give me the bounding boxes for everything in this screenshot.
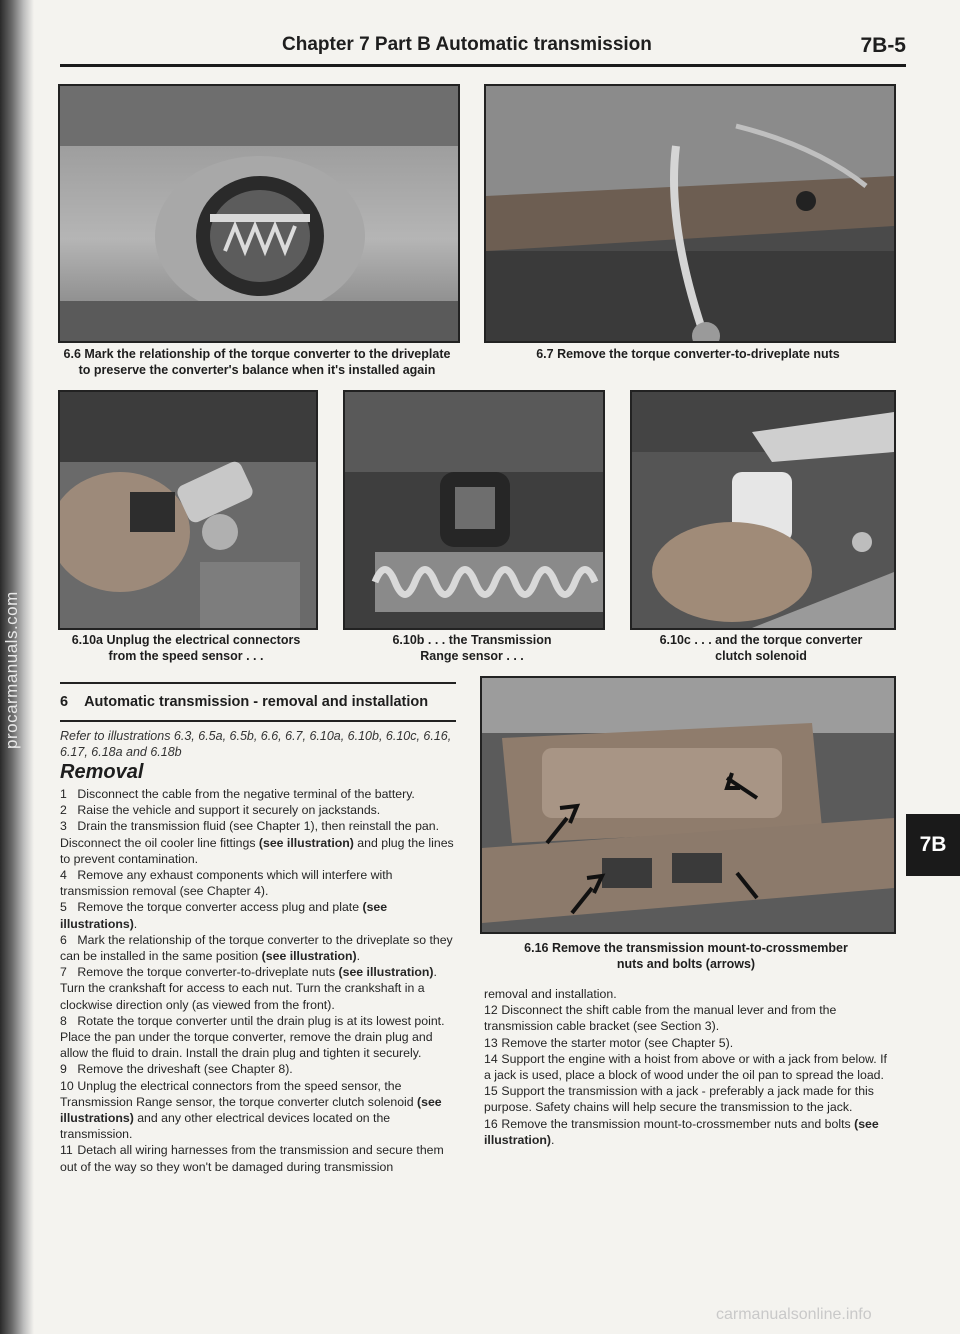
paragraph-step bbox=[60, 932, 456, 964]
step-text-continued: . bbox=[550, 1132, 555, 1147]
step-number: 15 bbox=[484, 1084, 498, 1099]
step-text: Remove the torque converter access plug and plate bbox=[77, 900, 360, 915]
caption-6-16-line1: 6.16 Remove the transmission mount-to-crossmember bbox=[524, 941, 848, 955]
paragraph-step bbox=[60, 802, 456, 818]
photo-6-10c-clutch-solenoid bbox=[630, 390, 896, 630]
paragraph-step bbox=[484, 1002, 888, 1034]
paragraph-step bbox=[60, 786, 456, 802]
step-number: 8 bbox=[60, 1013, 67, 1028]
removal-subheading: Removal bbox=[60, 761, 144, 783]
step-text-continued: and plug the lines to prevent contamination. bbox=[60, 835, 454, 866]
caption-6-10b bbox=[343, 632, 601, 664]
step-text: Raise the vehicle and support it securely on jackstands. bbox=[77, 803, 381, 818]
paragraph-step bbox=[484, 1116, 888, 1148]
illustration-reference: (see illustration) bbox=[258, 835, 354, 850]
step-text: Rotate the torque converter until the drain plug is at its lowest point. Place the pan under the torque converter, remove the drain plug and allow the fluid to drain. Install the drain plug and tighten it securely. bbox=[60, 1013, 445, 1061]
illustration-reference: (see illustration) bbox=[261, 949, 357, 964]
step-number: 3 bbox=[60, 819, 67, 834]
step-text: Remove the transmission mount-to-crossmember nuts and bolts bbox=[501, 1116, 851, 1131]
caption-6-6-line2: to preserve the converter's balance when it's installed again bbox=[78, 363, 436, 377]
step-text: Disconnect the cable from the negative terminal of the battery. bbox=[77, 787, 415, 801]
step-text-continued: and any other electrical devices located on the transmission. bbox=[60, 1111, 391, 1142]
step-number: 9 bbox=[60, 1062, 67, 1077]
paragraph-step bbox=[60, 1078, 456, 1143]
step-text-continued: . Turn the crankshaft for access to each nut. Turn the crankshaft in a clockwise direction only (as viewed from the front). bbox=[60, 965, 437, 1012]
step-number: 16 bbox=[484, 1116, 498, 1131]
chapter-tab: 7B bbox=[906, 814, 960, 876]
paragraph-step bbox=[60, 964, 456, 1013]
step-number: 11 bbox=[60, 1143, 73, 1158]
page-header bbox=[60, 28, 906, 67]
paragraph-step bbox=[60, 1061, 456, 1077]
left-text-column bbox=[60, 786, 456, 1175]
step-text: Drain the transmission fluid (see Chapter 1), then reinstall the pan. Disconnect the oil cooler line fittings bbox=[60, 819, 439, 850]
caption-6-10a-line2: from the speed sensor . . . bbox=[108, 649, 264, 663]
photo-6-10b-range-sensor bbox=[343, 390, 605, 630]
step-number: 7 bbox=[60, 965, 67, 980]
step-text: Detach all wiring harnesses from the transmission and secure them out of the way so they won't be damaged during transmission bbox=[60, 1143, 444, 1174]
photo-6-10a-speed-sensor bbox=[58, 390, 318, 630]
side-watermark: procarmanuals.com bbox=[2, 591, 21, 749]
paragraph-step bbox=[60, 1142, 456, 1174]
step-number: 5 bbox=[60, 900, 67, 915]
chapter-title: Chapter 7 Part B Automatic transmission bbox=[282, 34, 652, 55]
section-title-text: Automatic transmission - removal and installation bbox=[84, 694, 429, 710]
step-number: 6 bbox=[60, 932, 67, 947]
paragraph-step bbox=[60, 867, 456, 899]
step-number: 2 bbox=[60, 803, 67, 818]
right-text-column bbox=[484, 986, 888, 1148]
paragraph-step bbox=[484, 986, 888, 1002]
step-text: Remove the starter motor (see Chapter 5). bbox=[501, 1035, 734, 1050]
step-text: Disconnect the shift cable from the manual lever and from the transmission cable bracket (see Section 3). bbox=[484, 1003, 837, 1034]
photo-6-6-torque-converter-mark bbox=[58, 84, 460, 343]
illustration-reference: (see illustrations) bbox=[60, 1094, 442, 1126]
step-number: 10 bbox=[60, 1078, 74, 1093]
step-number: 1 bbox=[60, 787, 67, 801]
step-text: Remove the torque converter-to-driveplate nuts bbox=[77, 965, 336, 980]
footer-watermark: carmanualsonline.info bbox=[716, 1306, 872, 1323]
step-text-continued: . bbox=[356, 949, 361, 964]
paragraph-step bbox=[484, 1083, 888, 1115]
refer-illustrations: Refer to illustrations 6.3, 6.5a, 6.5b, 6.6, 6.7, 6.10a, 6.10b, 6.10c, 6.16, 6.17, 6.18a and 6.18b bbox=[60, 729, 452, 759]
page-number: 7B-5 bbox=[860, 34, 906, 57]
caption-6-16-line2: nuts and bolts (arrows) bbox=[616, 957, 756, 971]
caption-6-10a-line1: 6.10a Unplug the electrical connectors bbox=[71, 633, 301, 647]
caption-6-7 bbox=[484, 346, 892, 362]
caption-6-10b-line1: 6.10b . . . the Transmission bbox=[392, 633, 552, 647]
step-text: Support the engine with a hoist from above or with a jack from below. If a jack is used, place a block of wood under the oil pan to spread the load. bbox=[484, 1051, 887, 1083]
photo-6-16-mount-crossmember bbox=[480, 676, 896, 934]
section-number: 6 bbox=[60, 694, 69, 710]
paragraph-step bbox=[60, 818, 456, 867]
step-text-continued: . bbox=[133, 916, 138, 931]
section-heading bbox=[60, 682, 456, 722]
step-number: 13 bbox=[484, 1035, 498, 1050]
step-text: removal and installation. bbox=[484, 987, 617, 1001]
photo-6-7-driveplate-nuts bbox=[484, 84, 896, 343]
step-number: 14 bbox=[484, 1051, 498, 1066]
paragraph-step bbox=[60, 1013, 456, 1062]
illustration-reference: (see illustration) bbox=[338, 965, 434, 980]
caption-6-10c bbox=[620, 632, 902, 664]
caption-6-10c-line2: clutch solenoid bbox=[715, 649, 807, 663]
caption-6-6-line1: 6.6 Mark the relationship of the torque converter to the driveplate bbox=[63, 347, 451, 361]
step-number: 12 bbox=[484, 1003, 498, 1018]
step-text: Mark the relationship of the torque converter to the driveplate so they can be installed in the same position bbox=[60, 932, 453, 964]
step-text: Unplug the electrical connectors from the speed sensor, the Transmission Range sensor, the torque converter clutch solenoid bbox=[60, 1078, 414, 1109]
caption-6-10b-line2: Range sensor . . . bbox=[420, 649, 524, 663]
caption-6-16 bbox=[480, 940, 892, 972]
caption-6-6 bbox=[58, 346, 456, 378]
caption-6-10c-line1: 6.10c . . . and the torque converter bbox=[659, 633, 863, 647]
illustration-reference: (see illustration) bbox=[484, 1116, 879, 1147]
step-number: 4 bbox=[60, 868, 67, 883]
step-text: Remove any exhaust components which will interfere with transmission removal (see Chapter 4). bbox=[60, 868, 393, 899]
caption-6-10a bbox=[48, 632, 324, 664]
illustration-reference: (see illustrations) bbox=[60, 900, 388, 931]
paragraph-step bbox=[484, 1051, 888, 1083]
paragraph-step bbox=[484, 1035, 888, 1051]
paragraph-step bbox=[60, 899, 456, 931]
caption-6-7-text: 6.7 Remove the torque converter-to-driveplate nuts bbox=[536, 347, 840, 361]
step-text: Support the transmission with a jack - preferably a jack made for this purpose. Safety chains will help secure the transmission to the jack. bbox=[484, 1084, 874, 1115]
step-text: Remove the driveshaft (see Chapter 8). bbox=[77, 1062, 293, 1077]
